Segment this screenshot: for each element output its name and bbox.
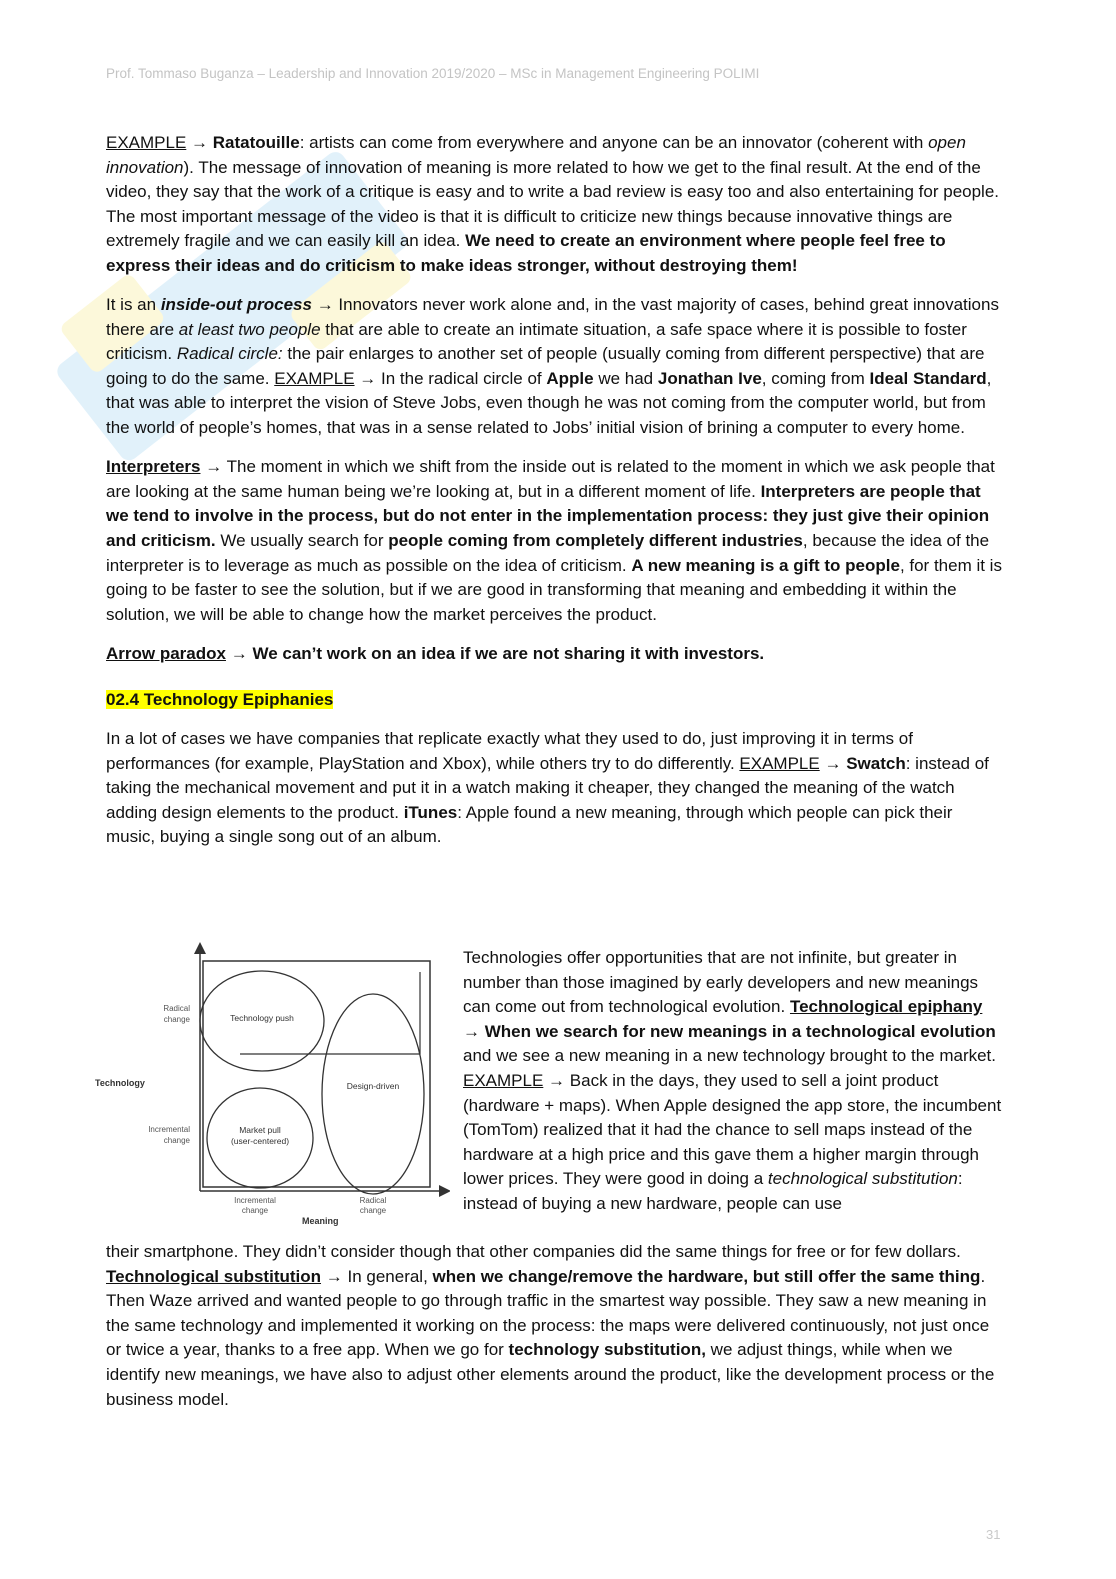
- arrow-glyph: →: [191, 133, 209, 152]
- text: technology substitution,: [508, 1340, 706, 1360]
- text: , because the idea of the interpreter is to leverage as much as possible on the idea of criticism.: [106, 530, 990, 575]
- term-technological-substitution: Technological substitution: [106, 1266, 322, 1286]
- text: Interpreters are people that we tend to involve in the process, but do not enter in the implementation process: they just give their opinion and criticism.: [106, 481, 990, 550]
- design-driven-label: Design-driven: [346, 1081, 400, 1091]
- text: Ideal Standard: [869, 368, 987, 388]
- text: that are able to create an intimate situation, a safe space where it is possible to foster criticism.: [106, 319, 967, 364]
- text: open innovation: [106, 133, 966, 177]
- example-label: EXAMPLE: [463, 1070, 544, 1090]
- y-top-label-1: Radical: [163, 1004, 190, 1013]
- innovation-strategies-diagram: [90, 936, 450, 1236]
- text: we had: [593, 368, 658, 388]
- text: Technologies offer opportunities that are not infinite, but greater in number than those imagined by early developers and new meanings can come out from technological evolution.: [463, 948, 979, 1017]
- arrow-glyph: →: [205, 457, 223, 477]
- x-axis-label: Meaning: [302, 1216, 339, 1226]
- arrow-glyph: →: [230, 643, 248, 663]
- text: When we search for new meanings in a technological evolution: [484, 1021, 996, 1041]
- frame-box: [203, 961, 430, 1187]
- arrow-glyph: →: [463, 1021, 480, 1041]
- arrow-glyph: →: [548, 1070, 566, 1090]
- text: when we change/remove the hardware, but still offer the same thing: [432, 1266, 981, 1286]
- text: In a lot of cases we have companies that replicate exactly what they used to do, just improving it in terms of performances (for example, PlayStation and Xbox), while others try to do differently.: [106, 728, 913, 773]
- text: ). The message of innovation of meaning is more related to how we get to the final result. At the end of the video, they say that the work of a critique is easy and to write a bad review is easy too and also entertaining for people. The most important message of the video is that it is difficult to criticize new things because innovative things are extremely fragile and we can easily kill an idea.: [106, 157, 1000, 251]
- text: We can’t work on an idea if we are not sharing it with investors.: [252, 643, 765, 663]
- continuation-text: [106, 1240, 1004, 1412]
- x-left-label-2: change: [241, 1206, 269, 1215]
- market-pull-label-1: Market pull: [239, 1125, 281, 1135]
- text: , coming from: [761, 368, 870, 388]
- text: A new meaning is a gift to people: [631, 555, 900, 575]
- example-label: EXAMPLE: [739, 753, 820, 773]
- text: and we see a new meaning in a new technology brought to the market.: [463, 1046, 997, 1066]
- text: It is an: [106, 295, 161, 315]
- text: at least two people: [178, 319, 321, 339]
- figure-side-text: [463, 946, 1003, 1217]
- x-right-label-1: Radical: [359, 1196, 387, 1205]
- text: technological substitution: [767, 1169, 958, 1189]
- page-header: Prof. Tommaso Buganza – Leadership and Innovation 2019/2020 – MSc in Management Engineering POLIMI: [106, 66, 760, 81]
- y-top-label-2: change: [163, 1015, 190, 1024]
- y-bottom-label-1: Incremental: [148, 1125, 190, 1134]
- text: , for them it is going to be faster to see the solution, but if we are good in transforming that meaning and embedding it within the solution, we will be able to change how the market perceives the product.: [106, 555, 1002, 624]
- text: : artists can come from everywhere and anyone can be an innovator (coherent with: [299, 133, 929, 152]
- section-heading-wrap: [106, 688, 1004, 713]
- x-right-label-2: change: [359, 1206, 387, 1215]
- text: Jonathan Ive: [657, 368, 762, 388]
- text: Innovators never work alone and, in the vast majority of cases, behind great innovations there are: [106, 295, 999, 339]
- term-interpreters: Interpreters: [106, 457, 201, 477]
- example-label: EXAMPLE: [274, 368, 355, 388]
- text: iTunes: [403, 802, 458, 822]
- text: . Then Waze arrived and wanted people to go through traffic in the smartest way possible. They saw a new meaning in the same technology and implemented it working on the process: the maps were delivered continuously, not just once or twice a year, thanks to a free app. When we go for: [106, 1266, 990, 1360]
- text: the pair enlarges to another set of people (usually coming from different perspective) that are going to do the same.: [106, 344, 985, 388]
- text: their smartphone. They didn’t consider though that other companies did the same things for free or for few dollars.: [106, 1242, 961, 1261]
- paragraph-arrow-paradox: [106, 642, 1004, 667]
- term-technological-epiphany: Technological epiphany: [789, 997, 983, 1017]
- page-number: 31: [986, 1527, 1001, 1542]
- text: Back in the days, they used to sell a joint product (hardware + maps). When Apple designed the app store, the incumbent (TomTom) realized that it had the chance to sell maps instead of the hardware at a high price and this gave them a higher margin through lower prices. They were good in doing a: [463, 1070, 1002, 1189]
- text: We need to create an environment where people feel free to express their ideas and do criticism to make ideas stronger, without destroying them!: [106, 231, 946, 275]
- topic-ratatouille: Ratatouille: [212, 133, 300, 152]
- market-pull-label-2: (user-centered): [230, 1136, 290, 1146]
- paragraph-inside-out: [106, 293, 1004, 441]
- text: We usually search for: [215, 530, 389, 550]
- arrow-glyph: →: [316, 295, 334, 315]
- text: In general,: [342, 1266, 433, 1286]
- design-driven-ellipse: [322, 994, 424, 1194]
- text: : Apple found a new meaning, through which people can pick their music, buying a single song out of an album.: [106, 802, 953, 847]
- main-text: [106, 131, 1004, 864]
- text: inside-out process: [160, 295, 312, 315]
- paragraph-technology-epiphanies: [106, 727, 1004, 850]
- text: In the radical circle of: [376, 368, 547, 388]
- x-left-label-1: Incremental: [234, 1196, 276, 1205]
- text: The moment in which we shift from the inside out is related to the moment in which we ask people that are looking at the same human being we’re looking at, but in a different moment of life.: [106, 457, 995, 501]
- section-heading: 02.4 Technology Epiphanies: [106, 690, 334, 710]
- arrow-glyph: →: [325, 1266, 343, 1286]
- text: people coming from completely different industries: [388, 530, 803, 550]
- arrow-glyph: →: [359, 368, 377, 388]
- text: Apple: [546, 368, 594, 388]
- paragraph-interpreters: [106, 455, 1004, 627]
- text: , that was able to interpret the vision of Steve Jobs, even though he was not coming from the computer world, but from the world of people’s homes, that was in a sense related to Jobs’ initial vision of brining a computer to every home.: [106, 368, 992, 438]
- text: : instead of taking the mechanical movement and put it in a watch making it cheaper, they changed the meaning of the watch adding design elements to the product.: [106, 753, 989, 822]
- text: we adjust things, while when we identify new meanings, we have also to adjust other elements around the product, like the development process or the business model.: [106, 1340, 995, 1409]
- paragraph-ratatouille: [106, 131, 1004, 279]
- technology-push-label: Technology push: [230, 1013, 294, 1023]
- y-bottom-label-2: change: [163, 1136, 190, 1145]
- text: Radical circle:: [176, 344, 283, 364]
- term-arrow-paradox: Arrow paradox: [106, 643, 226, 663]
- example-label: EXAMPLE: [106, 133, 187, 152]
- y-axis-label: Technology: [95, 1078, 145, 1088]
- text: Swatch: [846, 753, 906, 773]
- text: : instead of buying a new hardware, people can use: [463, 1169, 963, 1213]
- arrow-glyph: →: [824, 753, 842, 773]
